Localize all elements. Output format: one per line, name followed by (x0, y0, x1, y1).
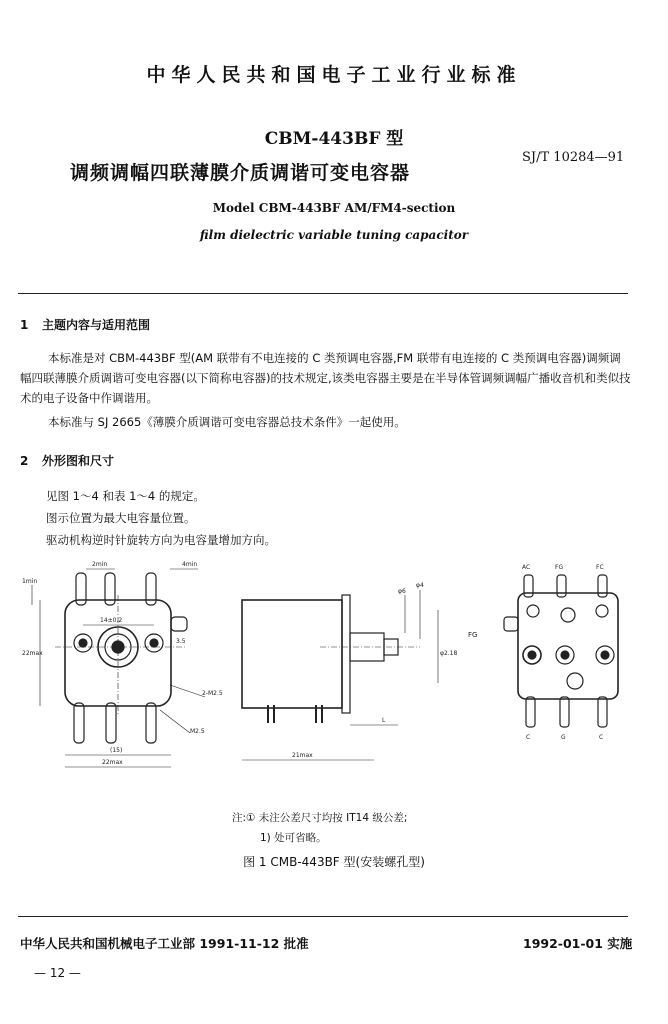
dim-1min: 1min (22, 578, 38, 585)
front-bottom-pin (106, 703, 116, 743)
dim-phi2-18: φ2.18 (440, 650, 458, 657)
title-english-line1: Model CBM-443BF AM/FM4-section (212, 201, 456, 215)
front-bottom-pin (146, 703, 156, 743)
implementation-date: 1992-01-01 实施 (523, 936, 633, 951)
front-mount-hole-core (150, 639, 158, 647)
section2-line1: 见图 1～4 和表 1～4 的规定。 (46, 489, 205, 503)
section2-line3: 驱动机构逆时针旋转方向为电容量增加方向。 (46, 533, 276, 547)
top-rule (18, 293, 628, 294)
terminal-c-right: C (599, 734, 604, 741)
figure-note1: 注:① 未注公差尺寸均按 IT14 级公差; (232, 812, 408, 824)
section1-paragraph1: 本标准是对 CBM-443BF 型(AM 联带有不电连接的 C 类预调电容器,FM 联带有电连接的 C 类预调电容器)调频调幅四联薄膜介质调谐可变电容器(以下简称电容器)的技术规定,该类电容器主要是在半导体管调频调幅广播收音机和类似技术的电子设备中作调谐用。 (20, 351, 631, 405)
section2-title: 外形图和尺寸 (42, 454, 115, 468)
terminal-c-left: C (526, 734, 531, 741)
standard-number: SJ/T 10284—91 (522, 150, 625, 165)
section1-heading (20, 316, 150, 333)
front-view (22, 561, 223, 767)
dim-22max-horizontal: 22max (102, 759, 123, 766)
section1-title: 主题内容与适用范围 (42, 318, 151, 332)
dim-14: 14±0.2 (100, 617, 123, 624)
section2-line2: 图示位置为最大电容量位置。 (46, 511, 196, 525)
section1-paragraph2: 本标准与 SJ 2665《薄膜介质调谐可变电容器总技术条件》一起使用。 (48, 415, 406, 429)
rear-trimmer (527, 605, 539, 617)
figure1-drawing (20, 555, 640, 810)
dim-3-5: 3.5 (176, 638, 186, 645)
terminal-g: G (561, 734, 566, 741)
label-fg-side: FG (468, 631, 478, 639)
rear-bottom-pin (560, 697, 569, 727)
side-flange (342, 595, 350, 713)
rear-trimmer-core (601, 651, 609, 659)
front-mount-hole-core (79, 639, 87, 647)
rear-view (468, 564, 618, 741)
dim-L: L (382, 717, 386, 724)
page-number: — 12 — (34, 966, 81, 980)
figure-note2: 1) 处可省略。 (260, 832, 327, 844)
standard-header: 中华人民共和国电子工业行业标准 (146, 64, 522, 86)
terminal-ac: AC (522, 564, 531, 571)
rear-side-tab (504, 617, 518, 631)
rear-trimmer-core (528, 651, 536, 659)
section2-heading (20, 452, 114, 469)
section2-number: 2 (20, 454, 29, 468)
side-view (242, 582, 458, 760)
terminal-fc: FC (596, 564, 604, 571)
rear-bottom-pin (598, 697, 607, 727)
approval-line: 中华人民共和国机械电子工业部 1991-11-12 批准 (20, 936, 309, 951)
dim-m2-5: M2.5 (190, 728, 205, 735)
front-bottom-pin (74, 703, 84, 743)
rear-bottom-pin (526, 697, 535, 727)
title-model: CBM-443BF 型 (264, 129, 404, 149)
terminal-fg: FG (555, 564, 564, 571)
rear-trimmer (561, 608, 575, 622)
side-body (242, 600, 342, 708)
rear-trimmer (596, 605, 608, 617)
dim-2-m2-5: 2-M2.5 (202, 690, 223, 697)
dim-2min: 2min (92, 561, 108, 568)
rear-trimmer-core (561, 651, 569, 659)
dim-4min: 4min (182, 561, 198, 568)
dim-phi4: φ4 (416, 582, 424, 589)
dim-phi6: φ6 (398, 588, 406, 595)
title-english-line2: film dielectric variable tuning capacitor (199, 228, 469, 242)
figure-caption: 图 1 CMB-443BF 型(安装螺孔型) (243, 855, 425, 869)
title-chinese: 调频调幅四联薄膜介质调谐可变电容器 (70, 162, 411, 184)
bottom-rule (18, 916, 628, 917)
front-side-tab (171, 617, 187, 631)
dim-21max: 21max (292, 752, 313, 759)
rear-trimmer (567, 673, 583, 689)
dim-15: (15) (110, 747, 123, 754)
section1-number: 1 (20, 318, 29, 332)
dim-22max-vertical: 22max (22, 650, 43, 657)
